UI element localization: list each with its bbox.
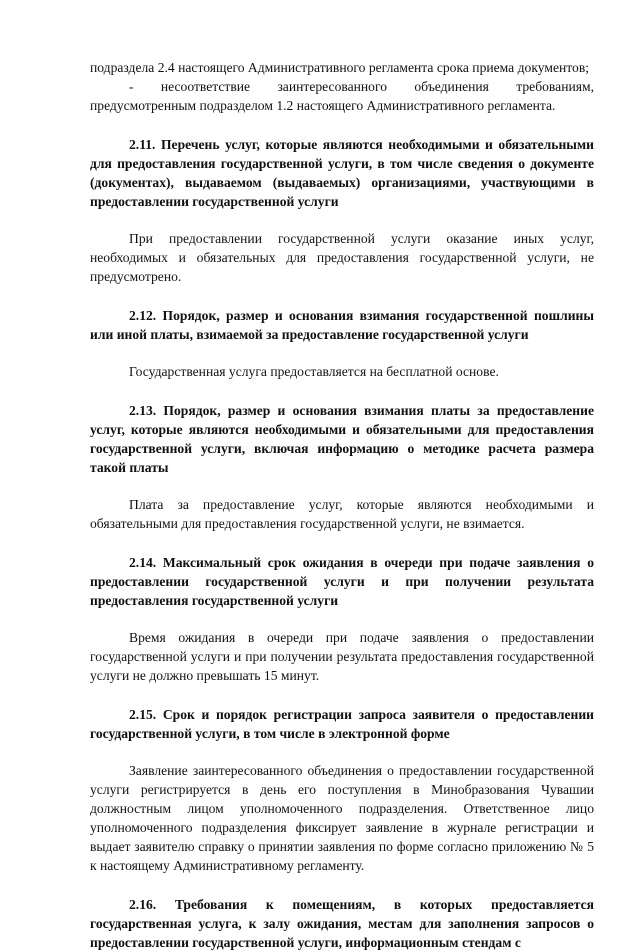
paragraph-2-14: Время ожидания в очереди при подаче заявления о предоставлении государственной услуги и при получении результата предоставления государственной услуги не должно превышать 15 минут. bbox=[90, 630, 594, 683]
section-heading-2-16: 2.16. Требования к помещениям, в которых предоставляется государственная услуга, к залу ожидания, местам для заполнения запросов о предоставлении государственной услуги, информационным стендам с bbox=[90, 897, 594, 950]
paragraph-list-item: - несоответствие заинтересованного объединения требованиям, предусмотренным подразделом 1.2 настоящего Административного регламента. bbox=[90, 79, 594, 113]
paragraph-2-12: Государственная услуга предоставляется на бесплатной основе. bbox=[129, 364, 499, 379]
paragraph-continuation: подраздела 2.4 настоящего Административного регламента срока приема документов; bbox=[90, 60, 590, 75]
section-heading-2-14: 2.14. Максимальный срок ожидания в очереди при подаче заявления о предоставлении государственной услуги и при получении результата предоставления государственной услуги bbox=[90, 555, 594, 608]
section-heading-2-12: 2.12. Порядок, размер и основания взимания государственной пошлины или иной платы, взимаемой за предоставление государственной услуги bbox=[90, 308, 594, 342]
paragraph-2-11: При предоставлении государственной услуги оказание иных услуг, необходимых и обязательных для предоставления государственной услуги, не предусмотрено. bbox=[90, 231, 594, 284]
paragraph-2-13: Плата за предоставление услуг, которые являются необходимыми и обязательными для предоставления государственной услуги, не взимается. bbox=[90, 497, 594, 531]
paragraph-2-15: Заявление заинтересованного объединения о предоставлении государственной услуги регистрируется в день его поступления в Минобразования Чувашии должностным лицом уполномоченного подразделения. Ответственное лицо уполномоченного подразделения фиксирует заявление в журнале регистрации и выдает заявителю справку о принятии заявления по форме согласно приложению № 5 к настоящему Административному регламенту. bbox=[90, 763, 594, 873]
section-heading-2-15: 2.15. Срок и порядок регистрации запроса заявителя о предоставлении государственной услуги, в том числе в электронной форме bbox=[90, 707, 594, 741]
section-heading-2-11: 2.11. Перечень услуг, которые являются необходимыми и обязательными для предоставления государственной услуги, в том числе сведения о документе (документах), выдаваемом (выдаваемых) организациями, участвующими в предоставлении государственной услуги bbox=[90, 137, 594, 209]
section-heading-2-13: 2.13. Порядок, размер и основания взимания платы за предоставление услуг, которые являются необходимыми и обязательными для предоставления государственной услуги, включая информацию о методике расчета размера такой платы bbox=[90, 403, 594, 475]
